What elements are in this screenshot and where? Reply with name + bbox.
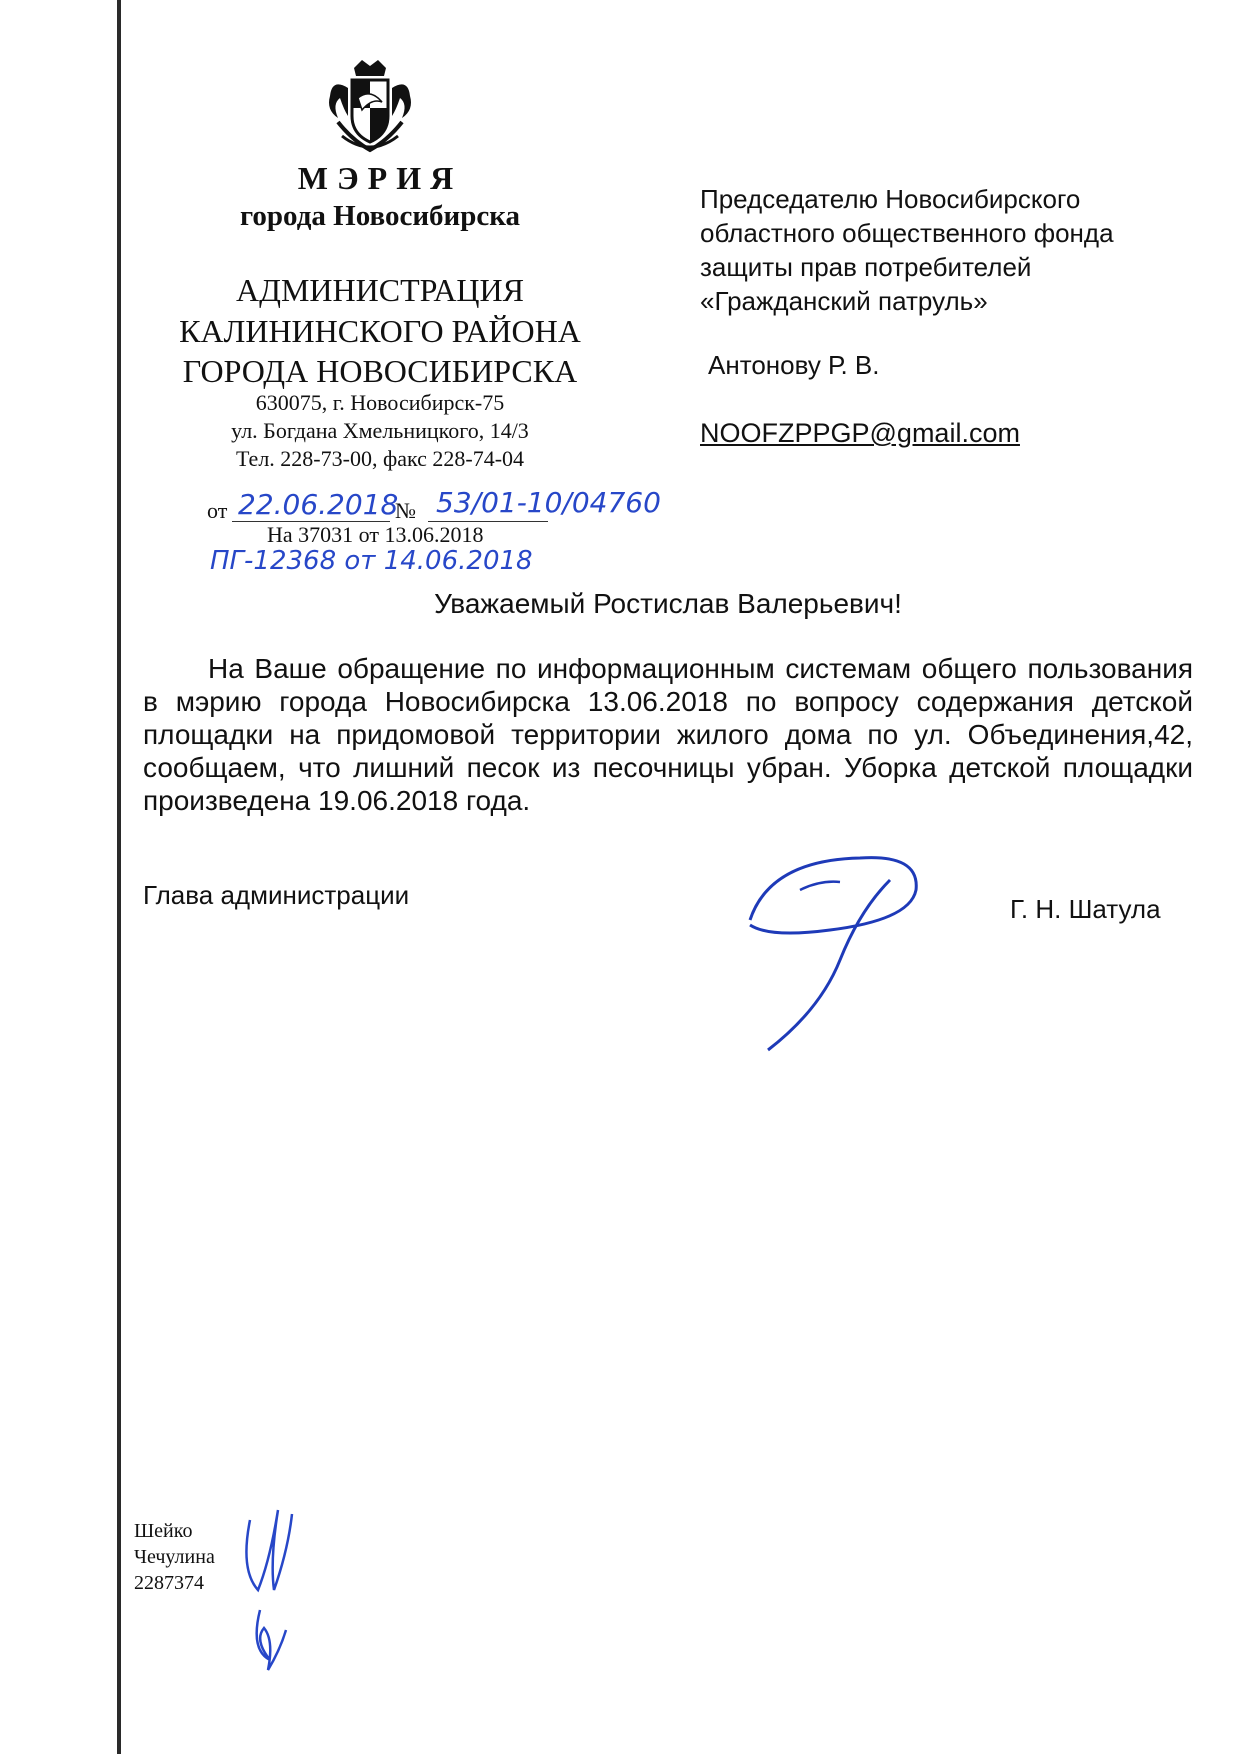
city-title: города Новосибирска [239, 200, 521, 232]
meria-title: МЭРИЯ [297, 160, 463, 196]
signature-name: Г. Н. Шатула [1010, 894, 1161, 924]
initials-signature-icon [230, 1500, 310, 1680]
handwritten-number: 53/01-10/04760 [436, 486, 661, 519]
scan-edge [117, 0, 121, 1754]
admin-line-2: КАЛИНИНСКОГО РАЙОНА [179, 313, 581, 349]
admin-line-1: АДМИНИСТРАЦИЯ [236, 272, 524, 308]
address-line-2: ул. Богдана Хмельницкого, 14/3 [231, 418, 529, 443]
recipient-name: Антонову Р. В. [708, 350, 880, 380]
admin-line-3: ГОРОДА НОВОСИБИРСКА [182, 353, 578, 389]
body-text: На Ваше обращение по информационным системам общего пользования в мэрию города Новосибирска 13.06.2018 по вопросу содержания детской площадки на придомовой территории жилого дома по ул. Объединения,42, сообщаем, что лишний песок из песочницы убран. Уборка детской площадки произведена 19.06.2018 года. [143, 653, 1193, 816]
reply-to-line: На 37031 от 13.06.2018 [267, 522, 484, 547]
executor-phone: 2287374 [134, 1572, 204, 1594]
address-line-1: 630075, г. Новосибирск-75 [255, 390, 505, 415]
recipient-email[interactable]: NOOFZPPGP@gmail.com [700, 418, 1020, 448]
recipient-line-1: Председателю Новосибирского [700, 184, 1081, 214]
phone-line: Тел. 228-73-00, факс 228-74-04 [235, 446, 525, 471]
signature-position: Глава администрации [143, 880, 410, 910]
number-label: № [395, 498, 416, 523]
handwritten-reference: ПГ-12368 от 14.06.2018 [210, 546, 533, 576]
recipient-line-3: защиты прав потребителей [700, 252, 1032, 282]
salutation: Уважаемый Ростислав Валерьевич! [434, 588, 902, 619]
coat-of-arms-icon [318, 58, 422, 158]
recipient-line-2: областного общественного фонда [700, 218, 1114, 248]
body-paragraph [143, 652, 1193, 817]
executor-name-2: Чечулина [134, 1546, 215, 1568]
handwritten-date: 22.06.2018 [238, 488, 399, 521]
director-signature-icon [740, 850, 930, 1060]
from-label: от [207, 498, 228, 523]
executor-name-1: Шейко [134, 1520, 193, 1542]
recipient-line-4: «Гражданский патруль» [700, 286, 988, 316]
